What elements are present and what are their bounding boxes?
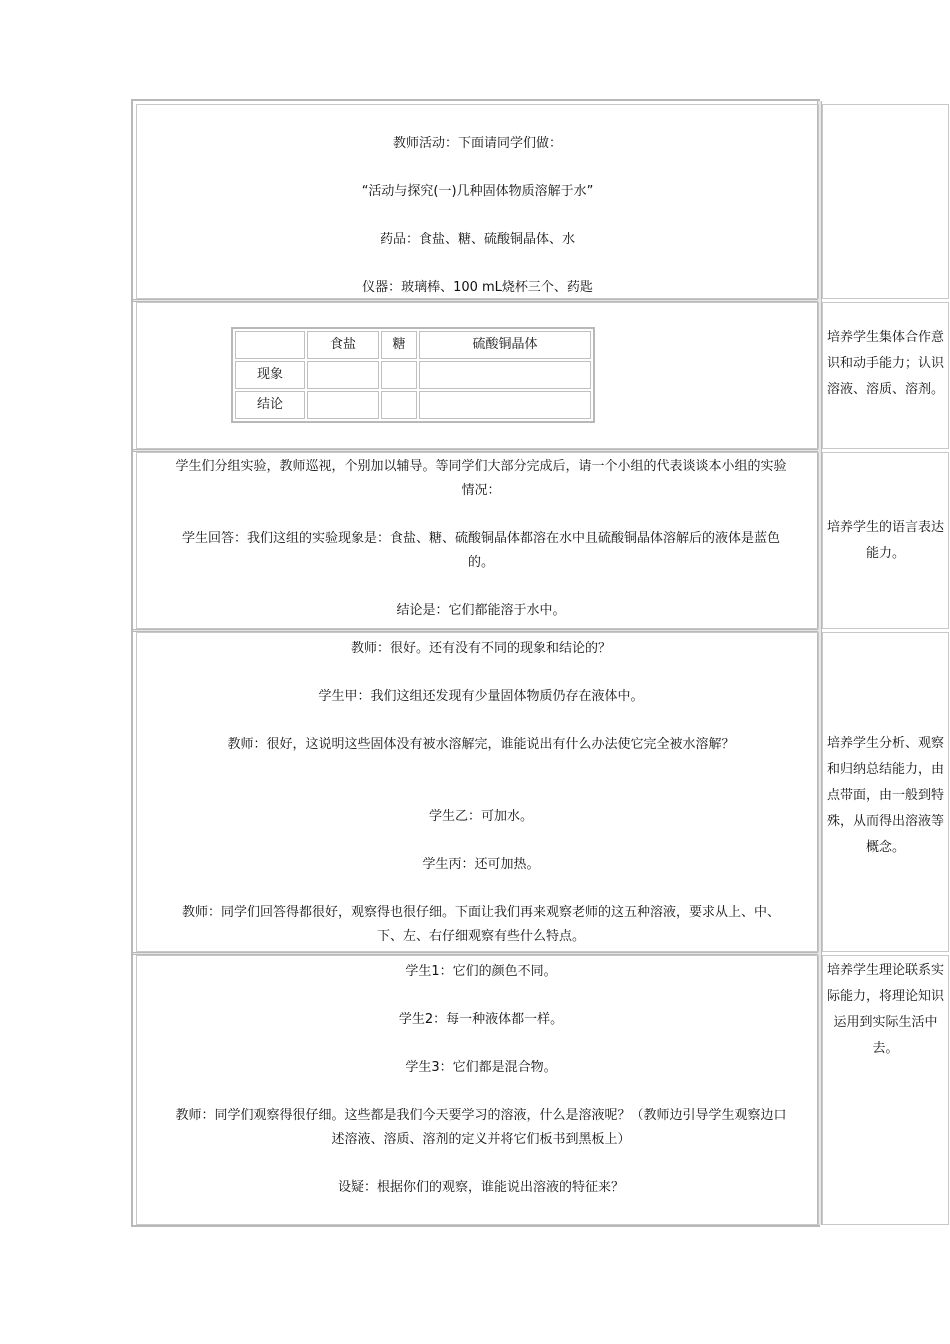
row-discussion-side: [822, 632, 949, 952]
question-paragraph: 设疑：根据你们的观察，谁能说出溶液的特征来？: [337, 1180, 624, 1195]
row-experiment-table-side: [822, 302, 949, 449]
student-2-paragraph: 学生2：每一种液体都一样。: [398, 1012, 564, 1027]
row-group-report-side: [822, 452, 949, 629]
reagents-line: 药品：食盐、糖、硫酸铜晶体、水: [379, 232, 575, 247]
row-activity-intro: [133, 101, 818, 299]
student-c-paragraph: 学生丙：还可加热。: [422, 857, 540, 872]
table-row-label-conclusion: 结论: [235, 391, 305, 419]
teacher-question-paragraph: 教师：很好。还有没有不同的现象和结论的？: [350, 641, 611, 656]
teacher-definition-paragraph: 教师：同学们观察得很仔细。这些都是我们今天要学习的溶液，什么是溶液呢？（教师边引导学生观察边口述溶液、溶质、溶剂的定义并将它们板书到黑板上）: [175, 1108, 787, 1147]
instruments-line: 仪器：玻璃棒、100 mL烧杯三个、药匙: [362, 280, 593, 295]
student-answer-paragraph: 学生回答：我们这组的实验现象是：食盐、糖、硫酸铜晶体都溶在水中且硫酸铜晶体溶解后的液体是蓝色的。: [181, 531, 780, 570]
row-group-report: [133, 449, 944, 629]
teaching-goal-cooperation: 培养学生集体合作意识和动手能力；认识溶液、溶质、溶剂。: [826, 330, 944, 397]
table-header-salt: 食盐: [307, 331, 379, 359]
lesson-plan-table: [131, 99, 944, 1227]
row-experiment-table-main: [136, 302, 819, 449]
row-discussion-main: [136, 632, 819, 952]
student-b-paragraph: 学生乙：可加水。: [428, 809, 533, 824]
activity-title-line: “活动与探究(一)几种固体物质溶解于水”: [361, 184, 594, 199]
teacher-followup-paragraph: 教师：很好，这说明这些固体没有被水溶解完，谁能说出有什么办法使它完全被水溶解？: [227, 737, 735, 752]
table-row-label-phenomenon: 现象: [235, 361, 305, 389]
teaching-goal-application: 培养学生理论联系实际能力，将理论知识运用到实际生活中去。: [826, 963, 944, 1056]
student-3-paragraph: 学生3：它们都是混合物。: [405, 1060, 557, 1075]
table-header-copper-sulfate: 硫酸铜晶体: [419, 331, 591, 359]
group-experiment-paragraph: 学生们分组实验，教师巡视，个别加以辅导。等同学们大部分完成后，请一个小组的代表谈谈本小组的实验情况：: [175, 459, 787, 498]
row-activity-intro-main: [136, 104, 819, 299]
conclusion-paragraph: 结论是：它们都能溶于水中。: [396, 603, 566, 618]
row-group-report-main: [136, 452, 819, 629]
row-solution-concept-main: [136, 955, 819, 1225]
teaching-goal-expression: 培养学生的语言表达能力。: [826, 520, 944, 561]
experiment-record-table: [231, 327, 595, 423]
table-header-blank: [235, 331, 305, 359]
table-cell: [419, 361, 591, 389]
teacher-observe-paragraph: 教师：同学们回答得都很好，观察得也很仔细。下面让我们再来观察老师的这五种溶液，要求从上、中、下、左、右仔细观察有些什么特点。: [181, 905, 780, 944]
student-1-paragraph: 学生1：它们的颜色不同。: [405, 964, 557, 979]
table-header-sugar: 糖: [381, 331, 417, 359]
row-discussion: [133, 629, 944, 952]
table-cell: [381, 391, 417, 419]
activity-intro-line: 教师活动：下面请同学们做：: [392, 136, 562, 151]
table-cell: [419, 391, 591, 419]
row-solution-concept-side: [822, 955, 949, 1225]
teaching-goal-analysis: 培养学生分析、观察和归纳总结能力，由点带面，由一般到特殊，从而得出溶液等概念。: [826, 736, 944, 855]
table-cell: [307, 391, 379, 419]
table-cell: [381, 361, 417, 389]
row-activity-intro-side: [822, 104, 949, 299]
student-a-paragraph: 学生甲：我们这组还发现有少量固体物质仍存在液体中。: [318, 689, 644, 704]
table-cell: [307, 361, 379, 389]
row-solution-concept: [133, 952, 944, 1225]
row-experiment-table: [133, 299, 944, 449]
